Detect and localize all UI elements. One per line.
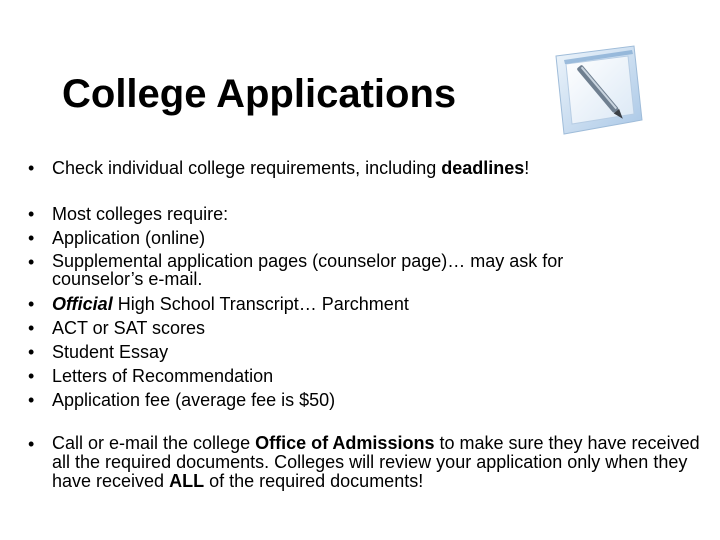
bullet-marker: •: [28, 366, 35, 386]
bullet-marker: •: [28, 228, 35, 248]
bullet-list: [28, 156, 708, 492]
bullet-marker: •: [28, 294, 35, 314]
bullet-marker: •: [28, 204, 35, 224]
bullet-marker: •: [28, 158, 35, 178]
list-item: • Application fee (average fee is $50): [28, 390, 336, 410]
list-item: • Check individual college requirements, including deadlines!: [28, 158, 530, 178]
bullet-marker: •: [28, 252, 35, 272]
list-item: • Student Essay: [28, 342, 169, 362]
list-item: • Supplemental application pages (counselor page)… may ask for counselor’s e-mail.: [28, 251, 564, 289]
list-item: • Letters of Recommendation: [28, 366, 274, 386]
list-item: • Official High School Transcript… Parchment: [28, 294, 409, 314]
bullet-marker: •: [28, 390, 35, 410]
list-item: • ACT or SAT scores: [28, 318, 206, 338]
list-item: • Call or e-mail the college Office of Admissions to make sure they have received all the required documents. Colleges will review your application only when they have received ALL of the required documents!: [28, 433, 700, 491]
notepad-pen-icon: [548, 40, 648, 140]
bullet-marker: •: [28, 318, 35, 338]
bullet-marker: •: [28, 434, 35, 454]
slide-title: College Applications: [62, 72, 457, 116]
bullet-marker: •: [28, 342, 35, 362]
list-item: • Most colleges require:: [28, 204, 229, 224]
list-item: • Application (online): [28, 228, 206, 248]
